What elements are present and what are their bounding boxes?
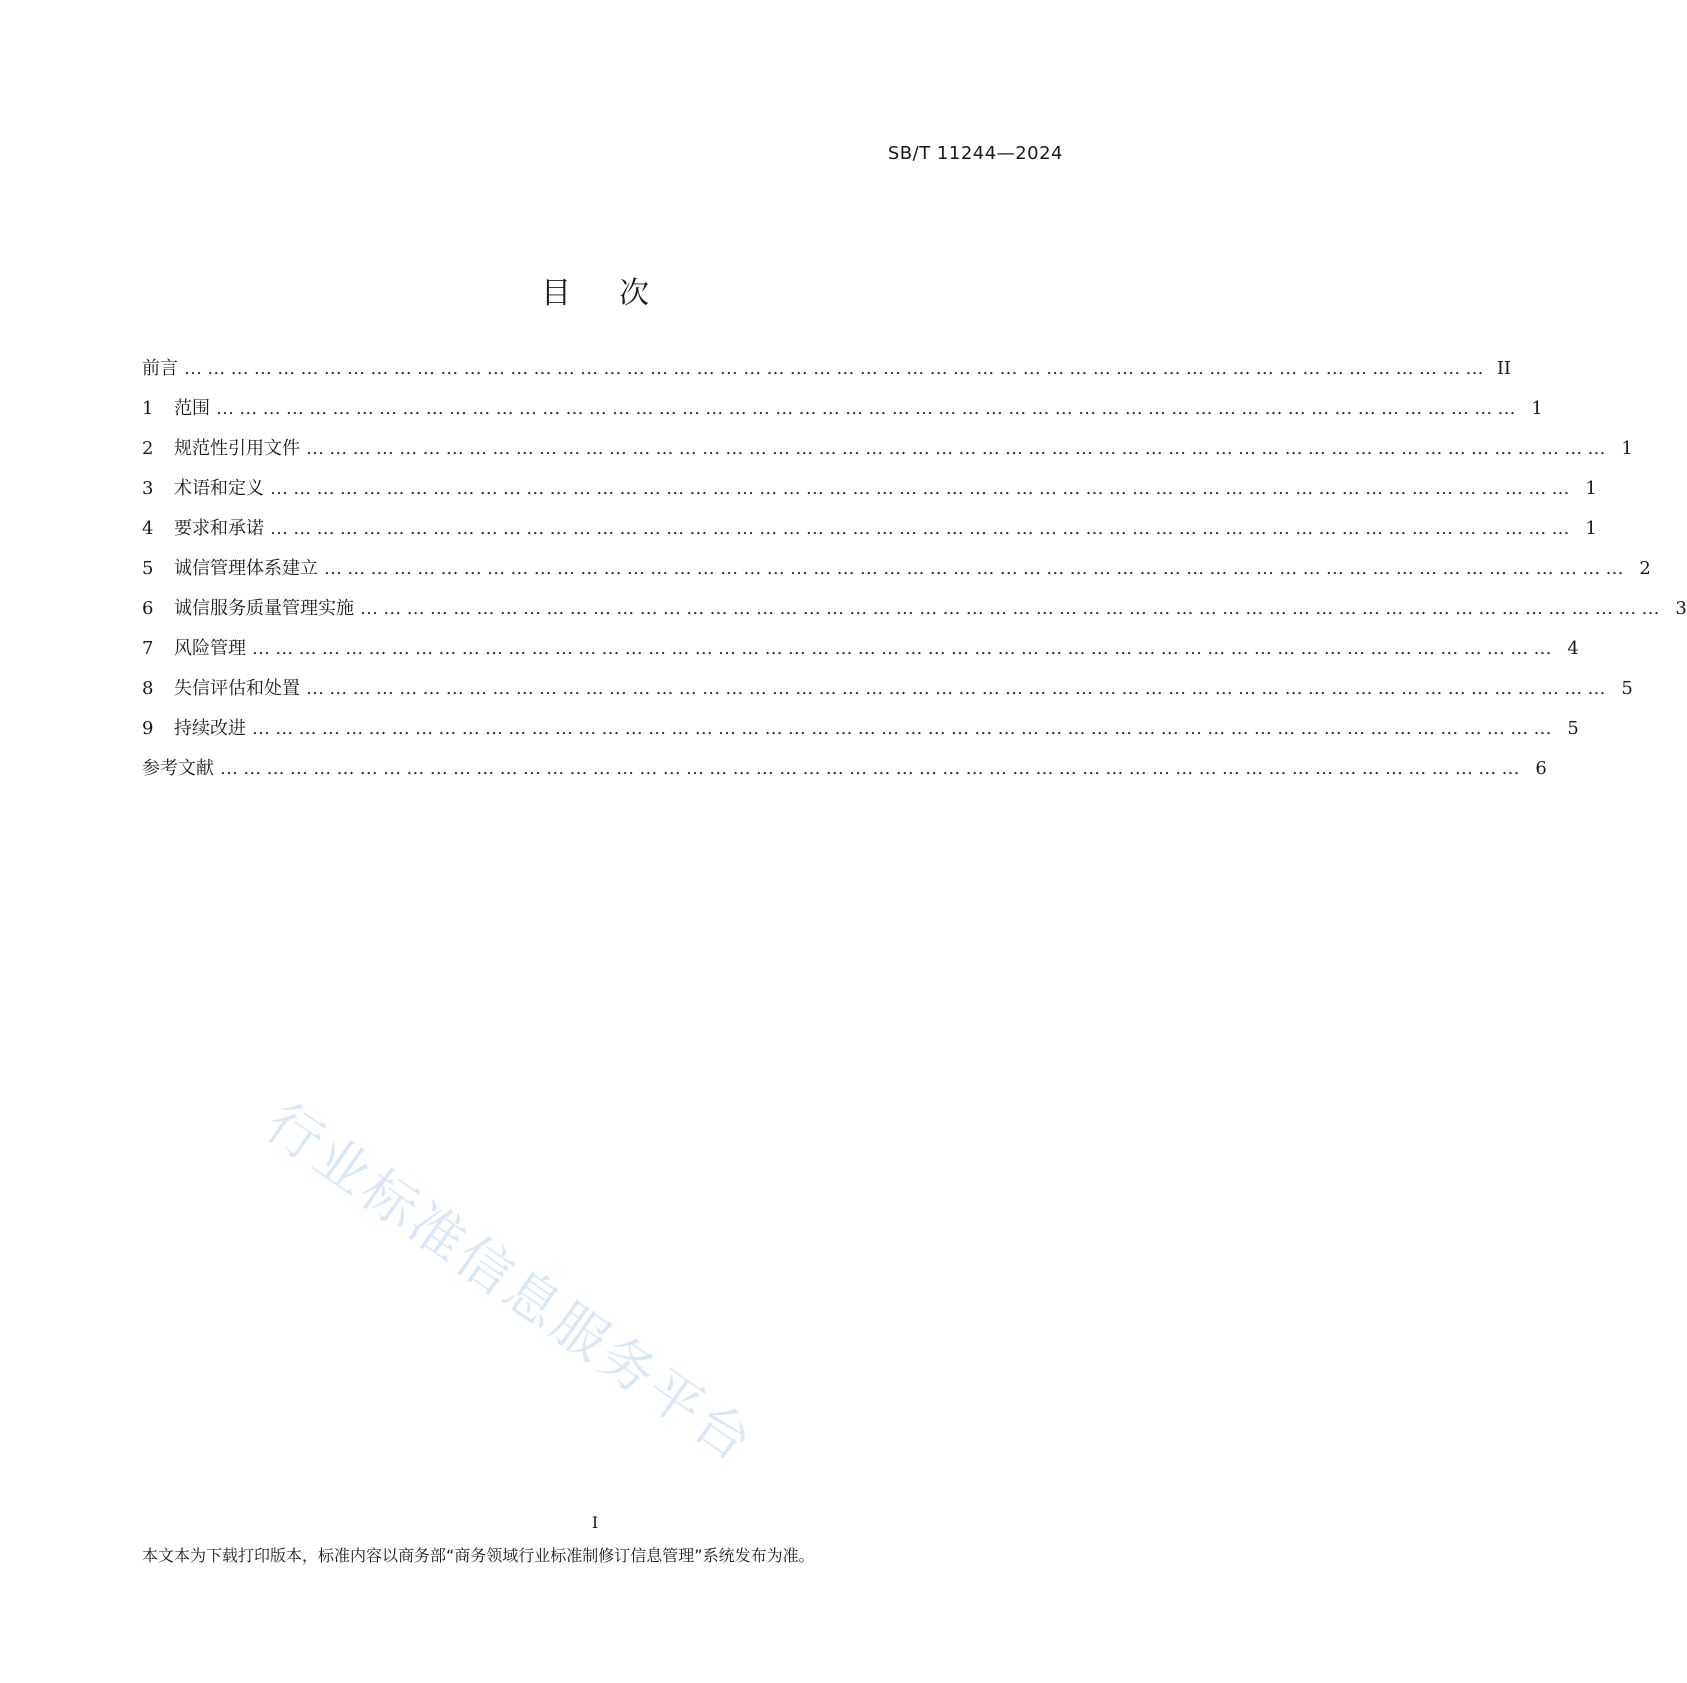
toc-entry-preface[interactable] xyxy=(142,354,1512,394)
toc-label: 要求和承诺 xyxy=(174,518,264,539)
toc-page: 5 xyxy=(1621,678,1633,699)
toc-label: 诚信服务质量管理实施 xyxy=(174,598,354,619)
toc-entry-7[interactable] xyxy=(142,634,1579,674)
toc-page: 5 xyxy=(1567,718,1579,739)
toc-leader: …………………………………………………………………………………………………………………………………………………… xyxy=(324,558,1629,579)
toc-entry-2[interactable] xyxy=(142,434,1633,474)
page-title: 目次 xyxy=(541,276,697,311)
toc-label: 失信评估和处置 xyxy=(174,678,300,699)
toc-label: 风险管理 xyxy=(174,638,246,659)
toc-leader: …………………………………………………………………………………………………………………………………………………… xyxy=(252,718,1557,739)
table-of-contents xyxy=(142,354,1687,794)
toc-page: 3 xyxy=(1675,598,1687,619)
toc-label: 持续改进 xyxy=(174,718,246,739)
toc-label: 术语和定义 xyxy=(174,478,264,499)
toc-leader: …………………………………………………………………………………………………………………………………………………… xyxy=(216,398,1521,419)
toc-number: 6 xyxy=(142,598,154,619)
toc-number: 1 xyxy=(142,398,154,419)
toc-leader: …………………………………………………………………………………………………………………………………………………… xyxy=(360,598,1665,619)
toc-label: 诚信管理体系建立 xyxy=(174,558,318,579)
toc-leader: …………………………………………………………………………………………………………………………………………………… xyxy=(306,678,1611,699)
page-number: I xyxy=(591,1513,599,1532)
toc-page: 6 xyxy=(1535,758,1547,779)
toc-number: 2 xyxy=(142,438,154,459)
toc-entry-8[interactable] xyxy=(142,674,1633,714)
toc-number: 8 xyxy=(142,678,154,699)
toc-leader: …………………………………………………………………………………………………………………………………………………… xyxy=(270,478,1575,499)
toc-number: 3 xyxy=(142,478,154,499)
footer-note: 本文本为下载打印版本，标准内容以商务部“商务领域行业标准制修订信息管理”系统发布为准。 xyxy=(142,1546,815,1565)
toc-page: 1 xyxy=(1585,518,1597,539)
toc-number: 4 xyxy=(142,518,154,539)
toc-entry-9[interactable] xyxy=(142,714,1579,754)
toc-page: 1 xyxy=(1531,398,1543,419)
toc-entry-4[interactable] xyxy=(142,514,1597,554)
toc-label: 规范性引用文件 xyxy=(174,438,300,459)
toc-entry-6[interactable] xyxy=(142,594,1687,634)
toc-entry-bibliography[interactable] xyxy=(142,754,1547,794)
toc-number: 9 xyxy=(142,718,154,739)
toc-leader: …………………………………………………………………………………………………………………………………………………… xyxy=(270,518,1575,539)
toc-page: II xyxy=(1496,358,1512,379)
toc-entry-1[interactable] xyxy=(142,394,1543,434)
toc-number: 5 xyxy=(142,558,154,579)
toc-number: 7 xyxy=(142,638,154,659)
toc-label: 参考文献 xyxy=(142,758,214,779)
toc-page: 4 xyxy=(1567,638,1579,659)
toc-leader: …………………………………………………………………………………………………………………………………………………… xyxy=(184,358,1489,379)
toc-page: 1 xyxy=(1585,478,1597,499)
toc-label: 范围 xyxy=(174,398,210,419)
toc-entry-3[interactable] xyxy=(142,474,1597,514)
toc-page: 1 xyxy=(1621,438,1633,459)
toc-page: 2 xyxy=(1639,558,1651,579)
standard-code: SB/T 11244—2024 xyxy=(887,143,1063,164)
toc-leader: …………………………………………………………………………………………………………………………………………………… xyxy=(220,758,1525,779)
toc-entry-5[interactable] xyxy=(142,554,1651,594)
toc-label: 前言 xyxy=(142,358,178,379)
watermark: 行业标准信息服务平台 xyxy=(254,1090,766,1476)
toc-leader: …………………………………………………………………………………………………………………………………………………… xyxy=(306,438,1611,459)
toc-leader: …………………………………………………………………………………………………………………………………………………… xyxy=(252,638,1557,659)
